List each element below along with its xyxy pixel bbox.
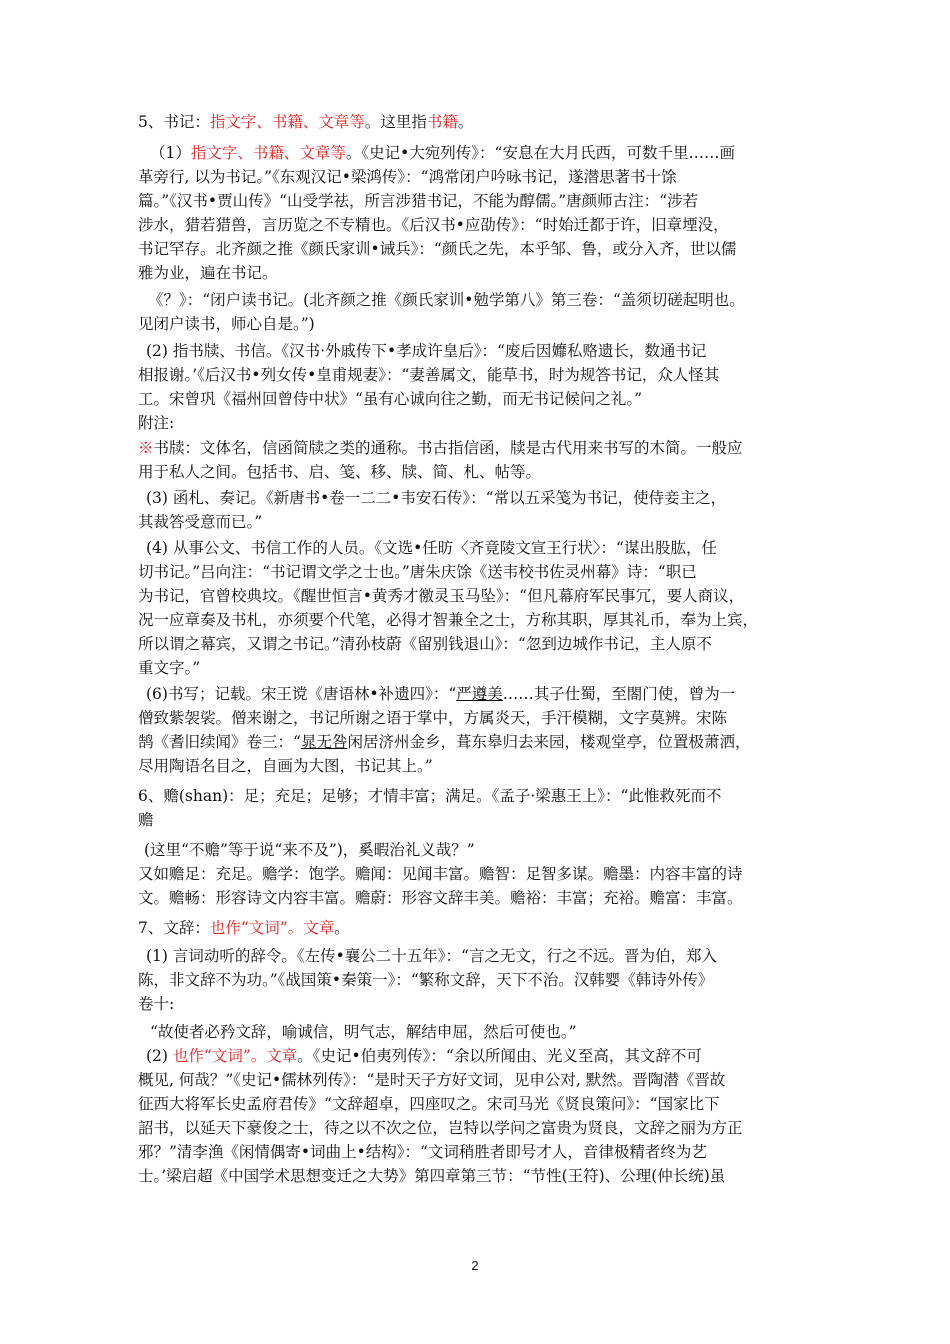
highlighted-text: 也作“文词”。文章 [172,1047,298,1065]
text-segment: 征西大将军长史孟府君传》“文辞超卓，四座叹之。宋司马光《贤良策问》：“国家比下 [138,1095,720,1113]
page-number: 2 [471,1258,479,1273]
text-segment: 《？》：“闭户读书记。(北齐颜之推《颜氏家训•勉学第八》第三卷：“盖须切磋起明也。 [148,291,745,309]
text-segment: 文。赡畅：形容诗文内容丰富。赡蔚：形容文辞丰美。赡裕：丰富；充裕。赡富：丰富。 [138,889,743,907]
underlined-name: 严遵美 [456,685,503,703]
text-line [138,862,818,886]
text-segment: (2) 指书牍、书信。《汉书·外戚传下•孝成许皇后》：“废后因孊私赂遗长，数通书记 [146,342,707,360]
text-line [138,730,818,754]
text-line [138,886,818,910]
text-segment: 。 [457,113,474,131]
text-line [138,387,818,411]
text-line [150,1020,830,1044]
text-line [138,110,818,134]
text-segment: (1) 言词动听的辞令。《左传•襄公二十五年》：“言之无文，行之不远。晋为伯，郑入 [146,947,717,965]
text-line [138,784,818,808]
text-line [138,213,818,237]
text-line [138,460,818,484]
highlighted-text: 也作“文词”。文章 [209,919,335,937]
text-line [146,536,826,560]
text-segment: 篇。”《汉书•贾山传》“山受学祛，所言涉猎书记，不能为醇儒。”唐颜师古注：“涉若 [138,192,699,210]
text-line [146,339,826,363]
text-segment: 为书记，官曾校典坟。《醒世恒言•黄秀才徼灵玉马坠》：“但凡幕府军民事冗，要人商议， [138,587,745,605]
text-segment: 7、文辞： [138,919,210,937]
text-segment: (6)书写；记载。宋王谠《唐语林•补遗四》：“ [146,685,457,703]
text-line [138,510,818,534]
text-segment: 。《史记•伯夷列传》：“余以所闻由、光义至高，其文辞不可 [297,1047,702,1065]
text-segment: ……其子仕蜀，至閤门使，曾为一 [502,685,736,703]
text-segment: 。 [334,919,350,937]
text-segment: 书记罕存。北齐颜之推《颜氏家训•诫兵》：“颜氏之先，本乎邹、鲁，或分入齐，世以儒 [138,240,737,258]
text-segment: 尽用陶语名目之，自画为大图，书记其上。” [138,757,433,775]
text-line [138,608,818,632]
text-segment: “故使者必矜文辞，喻诚信，明气志，解结申屈，然后可使也。” [150,1023,577,1041]
text-line [138,189,818,213]
text-line [138,1092,818,1116]
text-segment: 6、赡(shan)：足；充足；足够；才情丰富；满足。《孟子·梁惠王上》：“此惟救死而不 [138,787,722,805]
text-segment: 相报谢。’《后汉书•列女传•皇甫规妻》：“妻善属文，能草书，时为规答书记，众人怪其 [138,366,720,384]
text-line [138,560,818,584]
text-segment: (这里“不赡”等于说“来不及”)，奚暇治礼义哉？” [144,841,475,859]
text-segment: 书牍：文体名，信函简牍之类的通称。书古指信函，牍是古代用来书写的木简。一般应 [153,439,743,457]
text-line [138,706,818,730]
text-line [138,916,818,940]
text-segment: 工。宋曾巩《福州回曾侍中状》“虽有心诚向往之勤，而无书记候问之礼。” [138,390,643,408]
text-line [138,968,818,992]
text-line [138,632,818,656]
text-segment: 5、书记： [138,113,210,131]
text-segment: 见闭户读书，师心自是。”) [138,315,315,333]
text-line [146,944,826,968]
text-segment: (2) [146,1047,173,1065]
text-line [146,1044,826,1068]
text-segment: (3) 函札、奏记。《新唐书•卷一二二•韦安石传》：“常以五采笺为书记，使侍妾主之， [146,489,727,507]
text-line [138,237,818,261]
text-segment: 重文字。” [138,659,201,677]
text-segment: 。这里指 [364,113,427,131]
text-line [138,1140,818,1164]
text-line [138,808,818,832]
text-segment: 僧致紫袈裟。僧来谢之，书记所谢之语于掌中，方属炎天，手汗模糊，文字莫辨。宋陈 [138,709,728,727]
text-line [146,682,826,706]
text-segment: 雅为业，遍在书记。 [138,264,278,282]
text-line [144,838,824,862]
text-line [138,1164,818,1188]
text-line [138,1068,818,1092]
highlighted-text: 书籍 [426,113,458,131]
text-segment: 所以谓之幕宾，又谓之书记。”清孙枝蔚《留别钱退山》：“忽到边城作书记，主人原不 [138,635,712,653]
text-segment: 况一应章奏及书札，亦须要个代笔，必得才智兼全之士，方称其职，厚其礼币，奉为上宾， [138,611,759,629]
text-segment: 卷十: [138,995,175,1013]
text-segment: 闲居济州金乡，葺东皋归去来园，楼观堂亭，位置极萧洒， [347,733,751,751]
text-line [138,1116,818,1140]
text-line [138,411,818,435]
highlighted-text: 指文字、书籍、文章等 [209,113,365,131]
text-line [138,312,818,336]
text-line [138,165,818,189]
text-line [138,656,818,680]
highlighted-text: 指文字、书籍、文章等 [190,144,346,162]
text-line [138,436,818,460]
text-line [138,584,818,608]
text-line [138,363,818,387]
text-line [148,288,828,312]
text-line [138,754,818,778]
text-segment: 用于私人之间。包括书、启、笺、移、牍、简、札、帖等。 [138,463,542,481]
text-segment: (4) 从事公文、书信工作的人员。《文选•任昉〈齐竟陵文宣王行状〉：“谋出股肱，任 [146,539,717,557]
underlined-name: 晁无咎 [300,733,348,751]
text-segment: 其裁答受意而已。” [138,513,263,531]
text-segment: 革旁行, 以为书记。”《东观汉记•梁鸿传》：“鸿常闭户吟咏书记，遂潜思著书十馀 [138,168,677,186]
text-segment: 切书记。”吕向注：“书记谓文学之士也。”唐朱庆馀《送韦校书佐灵州幕》诗：“职已 [138,563,697,581]
text-segment: 陈，非文辞不为功。”《战国策•秦策一》：“繁称文辞，天下不治。汉韩婴《韩诗外传》 [138,971,714,989]
text-segment: 又如赡足：充足。赡学：饱学。赡闻：见闻丰富。赡智：足智多谋。赡墨：内容丰富的诗 [138,865,743,883]
text-line [138,261,818,285]
text-segment: 附注: [138,414,175,432]
text-segment: （1） [150,144,191,162]
text-segment: 涉水，猎若猎兽，言历览之不专精也。《后汉书•应劭传》：“时始迁都于许，旧章堙没， [138,216,729,234]
text-line [150,141,830,165]
text-segment: 邪？”清李渔《闲情偶寄•词曲上•结构》：“文词稍胜者即号才人，音律极精者终为艺 [138,1143,707,1161]
text-line [146,486,826,510]
text-segment: 士。’梁启超《中国学术思想变迁之大势》第四章第三节：“节性(王符)、公理(仲长统)虽 [138,1167,726,1185]
text-segment: 赡 [138,811,154,829]
text-segment: 。《史记•大宛列传》：“安息在大月氏西，可数千里……画 [345,144,735,162]
highlighted-text: ※ [138,439,154,457]
text-segment: 概见, 何哉？”《史记•儒林列传》：“是时天子方好文词，见申公对, 默然。晋陶潜《晋故 [138,1071,726,1089]
text-segment: 詔书，以延天下豪俊之士，待之以不次之位，岂特以学问之富贵为贤良，文辞之丽为方正 [138,1119,743,1137]
text-segment: 鹄《耆旧续闻》卷三：“ [138,733,301,751]
text-line [138,992,818,1016]
